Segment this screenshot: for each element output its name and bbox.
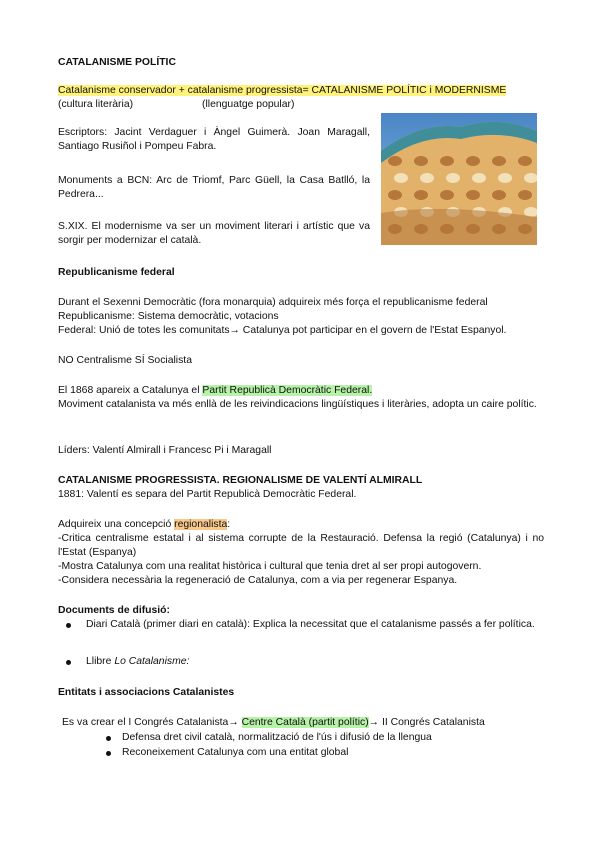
balcony-window (492, 190, 506, 200)
party-text: El 1868 apareix a Catalunya el (58, 385, 203, 396)
movement-paragraph: Moviment catalanista va més enllà de les reivindicacions lingüístiques i literàries, adopta un caire polític. (58, 399, 537, 410)
concept-highlight: regionalista (174, 519, 228, 530)
ent-text: Es va crear el I Congrés Catalanista→ (62, 717, 242, 728)
formula-note-right: (llenguatge popular) (202, 99, 295, 110)
bullet-dot (106, 751, 111, 756)
prog-point-1: -Critica centralisme estatal i al sistema corrupte de la Restauració. Defensa la regió (Catalunya) i no l'Estat (Espanya) (58, 533, 544, 558)
concept-line (58, 518, 230, 532)
formula-line (58, 84, 506, 98)
rep-heading: Republicanisme federal (58, 267, 175, 278)
balcony-window (518, 156, 532, 166)
prog-heading: CATALANISME PROGRESSISTA. REGIONALISME DE VALENTÍ ALMIRALL (58, 475, 423, 486)
docs-item-1: Diari Català (primer diari en català): Explica la necessitat que el catalanisme passés a fer política. (86, 619, 535, 630)
balcony-window (472, 173, 486, 183)
ent-heading: Entitats i associacions Catalanistes (58, 687, 235, 698)
docs-item-2-text: Llibre (86, 656, 115, 667)
centralism-line: NO Centralisme SÍ Socialista (58, 355, 192, 366)
balcony-window (498, 173, 512, 183)
leaders-line: Líders: Valentí Almirall i Francesc Pi i Maragall (58, 445, 272, 456)
bullet-dot (106, 736, 111, 741)
prog-year-line: 1881: Valentí es separa del Partit Republicà Democràtic Federal. (58, 489, 357, 500)
balcony-window (394, 173, 408, 183)
writers-paragraph: Escriptors: Jacint Verdaguer i Àngel Guimerà. Joan Maragall, Santiago Rusiñol i Pompeu Fabra. (58, 127, 370, 152)
ent-bullet-2: Reconeixement Catalunya com una entitat global (122, 747, 349, 758)
formula-note-left: (cultura literària) (58, 99, 134, 110)
casa-batllo-photo (381, 113, 537, 245)
facade-shadow (381, 209, 537, 245)
balcony-window (414, 190, 428, 200)
facade-illustration (381, 113, 537, 245)
formula-highlight: Catalanisme conservador + catalanisme progressista= CATALANISME POLÍTIC i MODERNISME (58, 85, 507, 96)
rep-line-3: Federal: Unió de totes les comunitats→ Catalunya pot participar en el govern de l'Estat Espanyol. (58, 325, 507, 336)
balcony-window (440, 156, 454, 166)
page-title: CATALANISME POLÍTIC (58, 57, 176, 68)
balcony-window (420, 173, 434, 183)
balcony-window (466, 156, 480, 166)
rep-line-1: Durant el Sexenni Democràtic (fora monarquia) adquireix més força el republicanisme federal (58, 297, 488, 308)
prog-point-3: -Considera necessària la regeneració de Catalunya, com a via per regenerar Espanya. (58, 575, 458, 586)
rep-line-2: Republicanisme: Sistema democràtic, votacions (58, 311, 279, 322)
ent-line (62, 716, 485, 730)
party-line (58, 384, 372, 398)
balcony-window (414, 156, 428, 166)
ent-text-end: → II Congrés Catalanista (368, 717, 485, 728)
concept-colon: : (227, 519, 231, 530)
modernism-paragraph: S.XIX. El modernisme va ser un moviment literari i artístic que va sorgir per modernizar el català. (58, 221, 370, 246)
ent-bullet-1: Defensa dret civil català, normalització de l'ús i difusió de la llengua (122, 732, 432, 743)
monuments-paragraph: Monuments a BCN: Arc de Triomf, Parc Güell, la Casa Batlló, la Pedrera... (58, 175, 370, 200)
docs-item-2-title: Lo Catalanisme: (114, 656, 190, 667)
bullet-dot (66, 660, 71, 665)
balcony-window (466, 190, 480, 200)
balcony-window (440, 190, 454, 200)
docs-item-2 (86, 655, 189, 669)
balcony-window (518, 190, 532, 200)
party-highlight: Partit Republicà Democràtic Federal. (202, 385, 373, 396)
bullet-dot (66, 623, 71, 628)
balcony-window (388, 190, 402, 200)
prog-point-2: -Mostra Catalunya com una realitat històrica i cultural que tenia dret al ser propi autogovern. (58, 561, 482, 572)
balcony-window (446, 173, 460, 183)
balcony-window (388, 156, 402, 166)
balcony-window (492, 156, 506, 166)
ent-highlight: Centre Català (partit polític) (241, 717, 369, 728)
concept-text: Adquireix una concepció (58, 519, 175, 530)
docs-heading: Documents de difusió: (58, 605, 170, 616)
